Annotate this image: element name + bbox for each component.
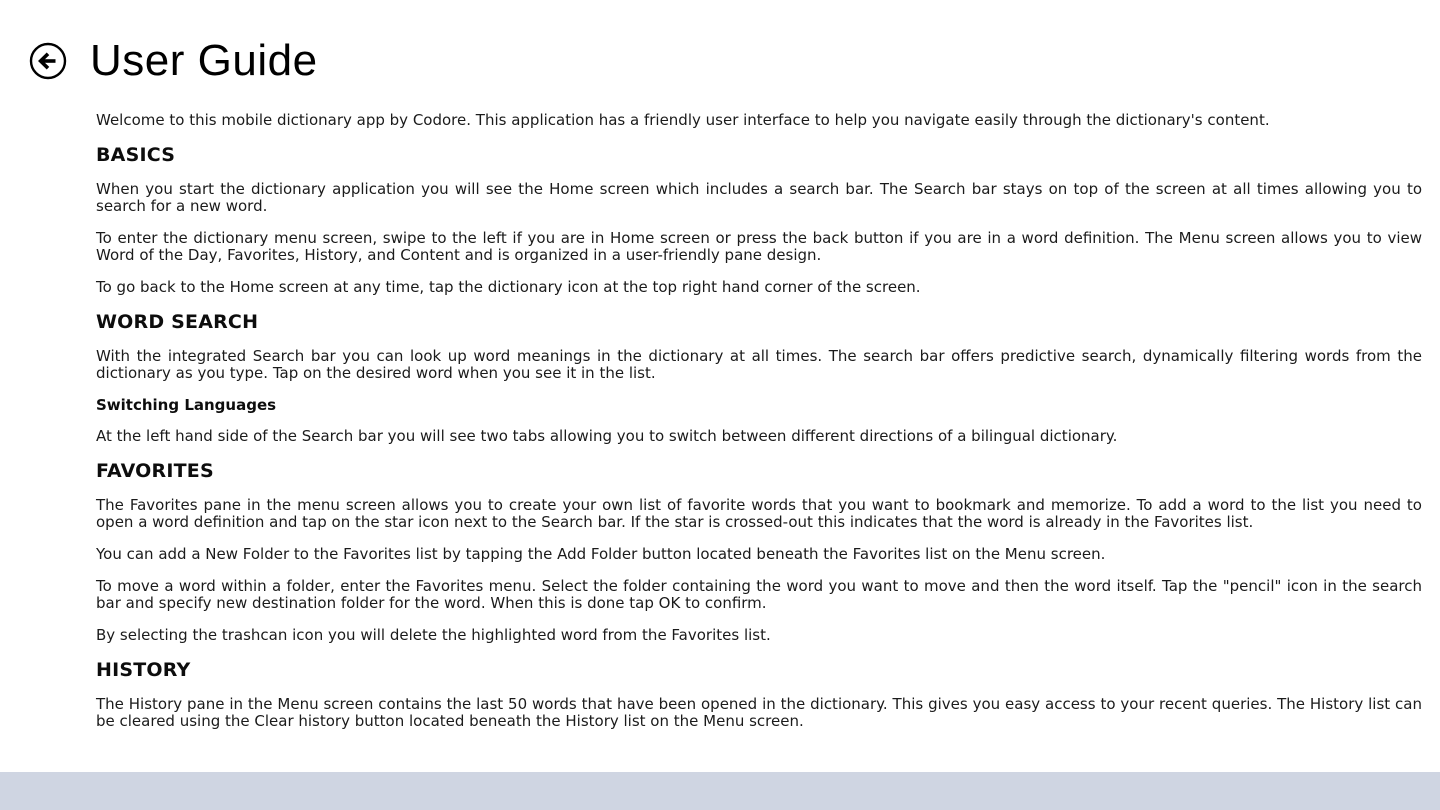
- guide-content: [0, 112, 1440, 810]
- paragraph: To enter the dictionary menu screen, swipe to the left if you are in Home screen or press the back button if you are in a word definition. The Menu screen allows you to view Word of the Day, Favorites, History, and Content and is organized in a user-friendly pane design.: [96, 229, 1422, 264]
- intro-paragraph: Welcome to this mobile dictionary app by Codore. This application has a friendly user interface to help you navigate easily through the dictionary's content.: [96, 112, 1270, 129]
- paragraph: To move a word within a folder, enter the Favorites menu. Select the folder containing the word you want to move and then the word itself. Tap the "pencil" icon in the search bar and specify new destination folder for the word. When this is done tap OK to confirm.: [96, 577, 1422, 612]
- paragraph: To go back to the Home screen at any time, tap the dictionary icon at the top right hand corner of the screen.: [96, 278, 921, 296]
- back-arrow-circle-icon: [28, 41, 68, 81]
- page-header: [0, 0, 1440, 92]
- section-heading: WORD SEARCH: [96, 311, 259, 333]
- section-basics: [96, 144, 1422, 296]
- section-heading: BASICS: [96, 144, 176, 166]
- paragraph: When you start the dictionary application you will see the Home screen which includes a search bar. The Search bar stays on top of the screen at all times allowing you to search for a new word.: [96, 180, 1422, 215]
- back-button[interactable]: [28, 41, 68, 81]
- bottom-scrollbar-track[interactable]: [0, 772, 1440, 810]
- page-title: User Guide: [90, 36, 318, 85]
- paragraph: The Favorites pane in the menu screen allows you to create your own list of favorite words that you want to bookmark and memorize. To add a word to the list you need to open a word definition and tap on the star icon next to the Search bar. If the star is crossed-out this indicates that the word is already in the Favorites list.: [96, 496, 1422, 531]
- section-word-search: [96, 311, 1422, 445]
- section-favorites: [96, 460, 1422, 644]
- paragraph: The History pane in the Menu screen contains the last 50 words that have been opened in the dictionary. This gives you easy access to your recent queries. The History list can be cleared using the Clear history button located beneath the History list on the Menu screen.: [96, 695, 1422, 730]
- section-history: [96, 659, 1422, 730]
- paragraph: You can add a New Folder to the Favorites list by tapping the Add Folder button located beneath the Favorites list on the Menu screen.: [96, 545, 1106, 563]
- paragraph: With the integrated Search bar you can look up word meanings in the dictionary at all times. The search bar offers predictive search, dynamically filtering words from the dictionary as you type. Tap on the desired word when you see it in the list.: [96, 347, 1422, 382]
- section-heading: HISTORY: [96, 659, 191, 681]
- subsection-heading: Switching Languages: [96, 396, 277, 414]
- paragraph: At the left hand side of the Search bar you will see two tabs allowing you to switch between different directions of a bilingual dictionary.: [96, 427, 1118, 445]
- paragraph: By selecting the trashcan icon you will delete the highlighted word from the Favorites list.: [96, 626, 771, 644]
- section-heading: FAVORITES: [96, 460, 214, 482]
